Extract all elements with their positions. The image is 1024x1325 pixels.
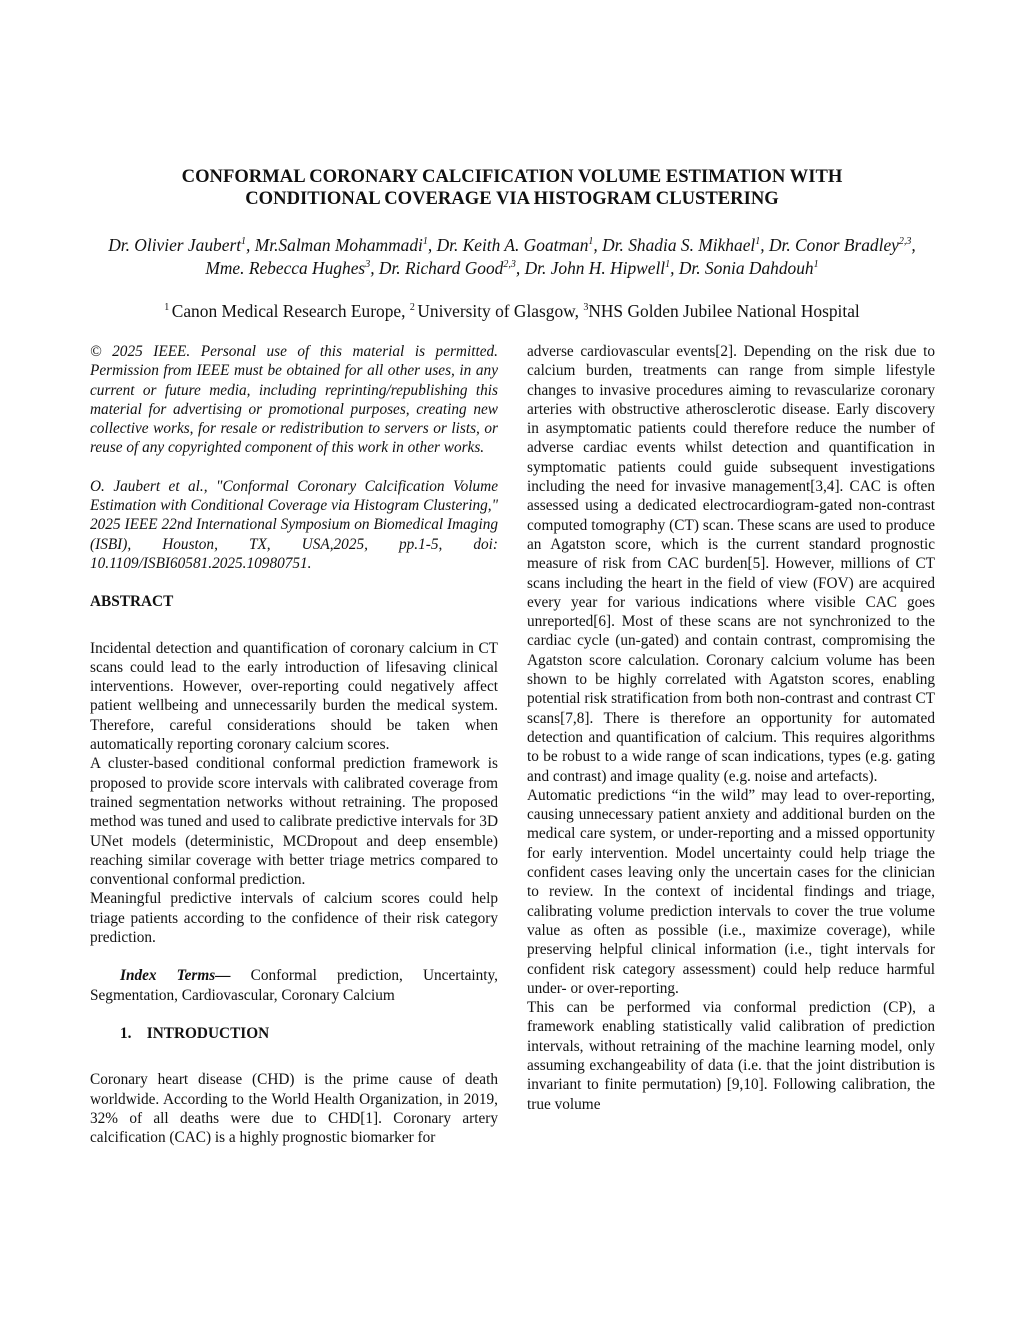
author-name: Dr. Keith A. Goatman bbox=[436, 235, 589, 255]
section-heading-introduction bbox=[90, 1024, 498, 1043]
affiliation-mark: 2 bbox=[409, 302, 418, 314]
author-name: Dr. Shadia S. Mikhael bbox=[602, 235, 756, 255]
title-line-2: CONDITIONAL COVERAGE VIA HISTOGRAM CLUSTERING bbox=[245, 188, 779, 209]
author-list: Dr. Olivier Jaubert$^1$, Mr.Salman Mohammadi$^1$, Dr. Keith A. Goatman$^1$, Dr. Shadia S. Mikhael$^1$, Dr. Conor Bradley$^{2,3}$, Mme. Rebecca Hughes$^3$, Dr. Richard Good$^{2,3}$, Dr. John H. Hipwell$^1$, Dr. Sonia Dahdouh$^1$ bbox=[108, 235, 916, 278]
body-paragraph: This can be performed via conformal prediction (CP), a framework enabling statistically valid calibration of prediction intervals, without retraining of the machine learning model, only assuming exchangeability of data (i.e. that the joint distribution is invariant to finite permutation) [9,10]. Following calibration, the true volume bbox=[527, 999, 935, 1113]
intro-paragraph: Coronary heart disease (CHD) is the prime cause of death worldwide. According to the World Health Organization, in 2019, 32% of all deaths were due to CHD[1]. Coronary artery calcification (CAC) is a highly prognostic biomarker for bbox=[90, 1071, 498, 1147]
author-name: Dr. Olivier Jaubert bbox=[108, 235, 242, 255]
author-affiliation-mark: 1 bbox=[813, 259, 819, 271]
abstract-paragraph: Incidental detection and quantification of coronary calcium in CT scans could lead to the early introduction of lifesaving clinical interventions. However, over-reporting could negatively affect patient wellbeing and unnecessarily burden the medical system. Therefore, careful considerations should be taken when automatically reporting coronary calcium scores. bbox=[90, 639, 498, 754]
left-column bbox=[90, 342, 498, 1147]
affiliation-name: NHS Golden Jubilee National Hospital bbox=[588, 301, 860, 321]
author-name: Dr. Richard Good bbox=[378, 258, 504, 278]
citation-notice: O. Jaubert et al., "Conformal Coronary Calcification Volume Estimation with Conditional Coverage via Histogram Clustering," 2025 IEEE 22nd International Symposium on Biomedical Imaging (ISBI), Houston, TX, USA,2025, pp.1-5, doi: 10.1109/ISBI60581.2025.10980751. bbox=[90, 477, 498, 572]
section-title: INTRODUCTION bbox=[146, 1024, 270, 1042]
index-terms-list: Conformal prediction, Uncertainty, Segmentation, Cardiovascular, Coronary Calcium bbox=[90, 967, 499, 1004]
right-column bbox=[527, 342, 935, 1114]
author-name: Dr. John H. Hipwell bbox=[524, 258, 666, 278]
author-affiliation-mark: 1 bbox=[665, 259, 671, 271]
affiliation-name: Canon Medical Research Europe bbox=[171, 301, 402, 321]
author-name: Mr.Salman Mohammadi bbox=[254, 235, 423, 255]
affiliation-mark: 1 bbox=[164, 302, 172, 314]
index-terms bbox=[90, 966, 498, 1005]
abstract-paragraph: Meaningful predictive intervals of calcium scores could help triage patients according to the confidence of their risk category prediction. bbox=[90, 890, 498, 947]
author-affiliation-mark: 1 bbox=[422, 236, 428, 248]
author-affiliation-mark: 1 bbox=[241, 236, 247, 248]
affiliation-mark: 3 bbox=[583, 302, 589, 314]
affiliations: $^1$ Canon Medical Research Europe, $^2$ University of Glasgow, $^3$NHS Golden Jubilee National Hospital bbox=[164, 301, 860, 321]
abstract-heading: ABSTRACT bbox=[90, 593, 174, 611]
author-affiliation-mark: 3 bbox=[365, 259, 371, 271]
author-affiliation-mark: 1 bbox=[588, 236, 594, 248]
abstract-paragraph: A cluster-based conditional conformal prediction framework is proposed to provide score intervals with calibrated coverage from trained segmentation networks without retraining. The proposed method was tuned and used to calibrate predictive intervals for 3D UNet models (deterministic, MCDropout and deep ensemble) reaching similar coverage with better triage metrics compared to conventional conformal prediction. bbox=[90, 755, 498, 889]
section-number: 1. bbox=[120, 1024, 132, 1042]
title-line-1: CONFORMAL CORONARY CALCIFICATION VOLUME ESTIMATION WITH bbox=[181, 166, 843, 187]
author-affiliation-mark: 2,3 bbox=[898, 236, 912, 248]
affiliation-name: University of Glasgow bbox=[417, 301, 575, 321]
author-name: Dr. Conor Bradley bbox=[768, 235, 899, 255]
author-affiliation-mark: 2,3 bbox=[503, 259, 516, 271]
body-paragraph: adverse cardiovascular events[2]. Depending on the risk due to calcium burden, treatments can range from simple lifestyle changes to invasive procedures aiming to revascularize coronary arteries with obstructive atherosclerotic disease. Early discovery in asymptomatic patients could therefore reduce the number of adverse cardiac events whilst detection and quantification in symptomatic patients could guide subsequent investigations including the need for invasive management[3,4]. CAC is often assessed using a dedicated electrocardiogram-gated non-contrast computed tomography (CT) scan. These scans are used to produce an Agatston score, which is the current standard prognostic measure of risk from CAC burden[5]. However, millions of CT scans including the heart in the field of view (FOV) are acquired every year for various indications where visible CAC goes unreported[6]. Most of these scans are not synchronized to the cardiac cycle (un-gated) and contain contrast, compromising the Agatston score calculation. Coronary calcium volume has been shown to be highly correlated with Agatston scores, enabling potential risk stratification from both non-contrast and contrast CT scans[7,8]. There is therefore an opportunity for automated detection and quantification of calcium. This requires algorithms to be robust to a wide range of scan indications, types (e.g. gating and contrast) and image quality (e.g. noise and artefacts). bbox=[527, 343, 935, 785]
paper-title bbox=[90, 166, 934, 210]
copyright-notice: © 2025 IEEE. Personal use of this material is permitted. Permission from IEEE must be obtained for all other uses, in any current or future media, including reprinting/republishing this material for advertising or promotional purposes, creating new collective works, for resale or redistribution to servers or lists, or reuse of any copyrighted component of this work in other works. bbox=[90, 343, 498, 457]
index-terms-label: Index Terms— bbox=[120, 967, 231, 985]
author-name: Mme. Rebecca Hughes bbox=[205, 258, 366, 278]
author-affiliation-mark: 1 bbox=[755, 236, 761, 248]
body-paragraph: Automatic predictions “in the wild” may lead to over-reporting, causing unnecessary patient anxiety and additional burden on the medical care system, or under-reporting and a missed opportunity for early intervention. Model uncertainty could help triage the confident cases leaving only the uncertain cases for the clinician to review. In the context of incidental findings and triage, calibrating volume prediction intervals to cover the true volume value as often as possible (i.e., maximize coverage), while preserving helpful clinical information (i.e., tight intervals for confident risk category assessment) could help reduce harmful under- or over-reporting. bbox=[527, 786, 935, 997]
author-name: Dr. Sonia Dahdouh bbox=[678, 258, 814, 278]
